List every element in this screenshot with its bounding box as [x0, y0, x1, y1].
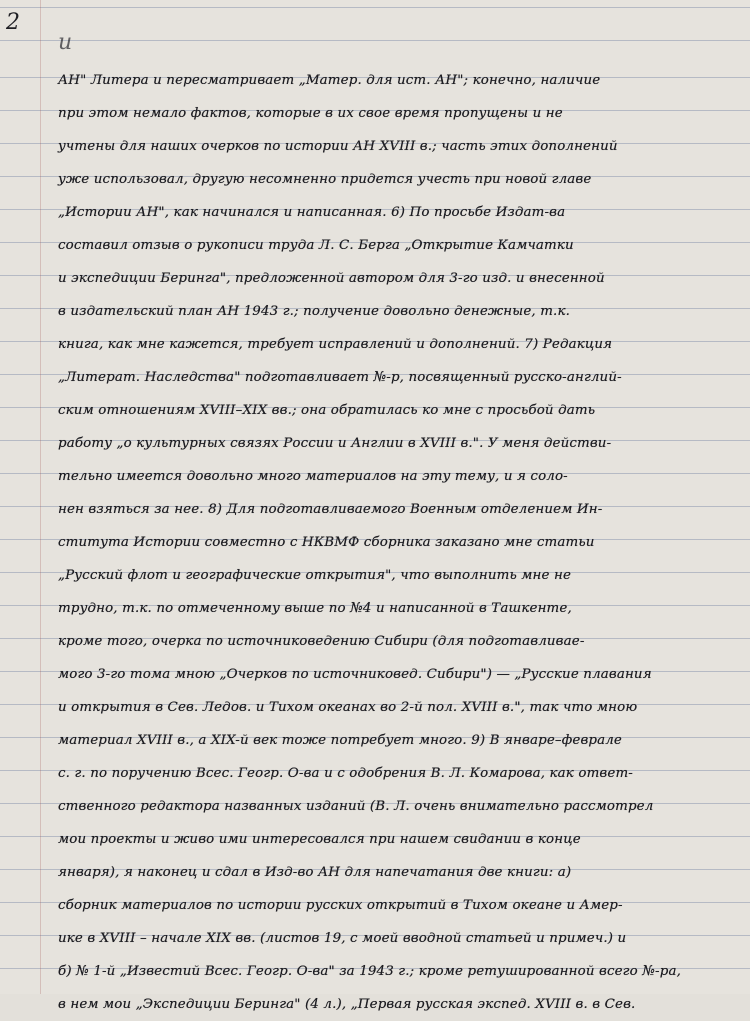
text-line: мого 3-го тома мною „Очерков по источниковед. Сибири") — „Русские плавания: [58, 667, 652, 682]
corner-mark: и: [58, 30, 73, 55]
text-line: с. г. по поручению Всес. Геогр. О-ва и с одобрения В. Л. Комарова, как ответ-: [58, 766, 633, 781]
text-line: ститута Истории совместно с НКВМФ сборника заказано мне статьи: [58, 535, 595, 550]
text-line: января), я наконец и сдал в Изд-во АН для напечатания две книги: а): [58, 865, 572, 880]
text-line: кроме того, очерка по источниковедению Сибири (для подготавливае-: [58, 634, 585, 649]
text-line: материал XVIII в., а XIX-й век тоже потребует много. 9) В январе–феврале: [58, 733, 622, 748]
text-line: составил отзыв о рукописи труда Л. С. Берга „Открытие Камчатки: [58, 238, 574, 253]
text-line: „Литерат. Наследства" подготавливает №-р, посвященный русско-англий-: [58, 370, 622, 385]
text-line: тельно имеется довольно много материалов на эту тему, и я соло-: [58, 469, 568, 484]
text-line: „Истории АН", как начинался и написанная. 6) По просьбе Издат-ва: [58, 205, 566, 220]
text-line: и открытия в Сев. Ледов. и Тихом океанах во 2-й пол. XVIII в.", так что мною: [58, 700, 638, 715]
text-line: ским отношениям XVIII–XIX вв.; она обратилась ко мне с просьбой дать: [58, 403, 596, 418]
text-line: и экспедиции Беринга", предложенной автором для 3-го изд. и внесенной: [58, 271, 605, 286]
text-line: в нем мои „Экспедиции Беринга" (4 л.), „Первая русская экспед. XVIII в. в Сев.: [58, 997, 636, 1012]
text-line: нен взяться за нее. 8) Для подготавливаемого Военным отделением Ин-: [58, 502, 603, 517]
text-line: мои проекты и живо ими интересовался при нашем свидании в конце: [58, 832, 581, 847]
text-line: „Русский флот и географические открытия", что выполнить мне не: [58, 568, 572, 583]
handwritten-text-block: [58, 64, 740, 1021]
text-line: книга, как мне кажется, требует исправлений и дополнений. 7) Редакция: [58, 337, 613, 352]
text-line: б) № 1-й „Известий Всес. Геогр. О-ва" за 1943 г.; кроме ретушированной всего №-ра,: [58, 964, 681, 979]
text-line: трудно, т.к. по отмеченному выше по №4 и написанной в Ташкенте,: [58, 601, 572, 616]
page-number: 2: [6, 10, 20, 35]
text-line: учтены для наших очерков по истории АН XVIII в.; часть этих дополнений: [58, 139, 618, 154]
text-line: ике в XVIII – начале XIX вв. (листов 19, с моей вводной статьей и примеч.) и: [58, 931, 627, 946]
text-line: сборник материалов по истории русских открытий в Тихом океане и Амер-: [58, 898, 623, 913]
text-line: ственного редактора названных изданий (В. Л. очень внимательно рассмотрел: [58, 799, 654, 814]
margin-rule: [40, 0, 41, 994]
text-line: работу „о культурных связях России и Англии в XVIII в.". У меня действи-: [58, 436, 612, 451]
text-line: в издательский план АН 1943 г.; получение довольно денежные, т.к.: [58, 304, 571, 319]
text-line: при этом немало фактов, которые в их свое время пропущены и не: [58, 106, 563, 121]
text-line: уже использовал, другую несомненно придется учесть при новой главе: [58, 172, 592, 187]
text-line: АН" Литера и пересматривает „Матер. для ист. АН"; конечно, наличие: [58, 73, 601, 88]
